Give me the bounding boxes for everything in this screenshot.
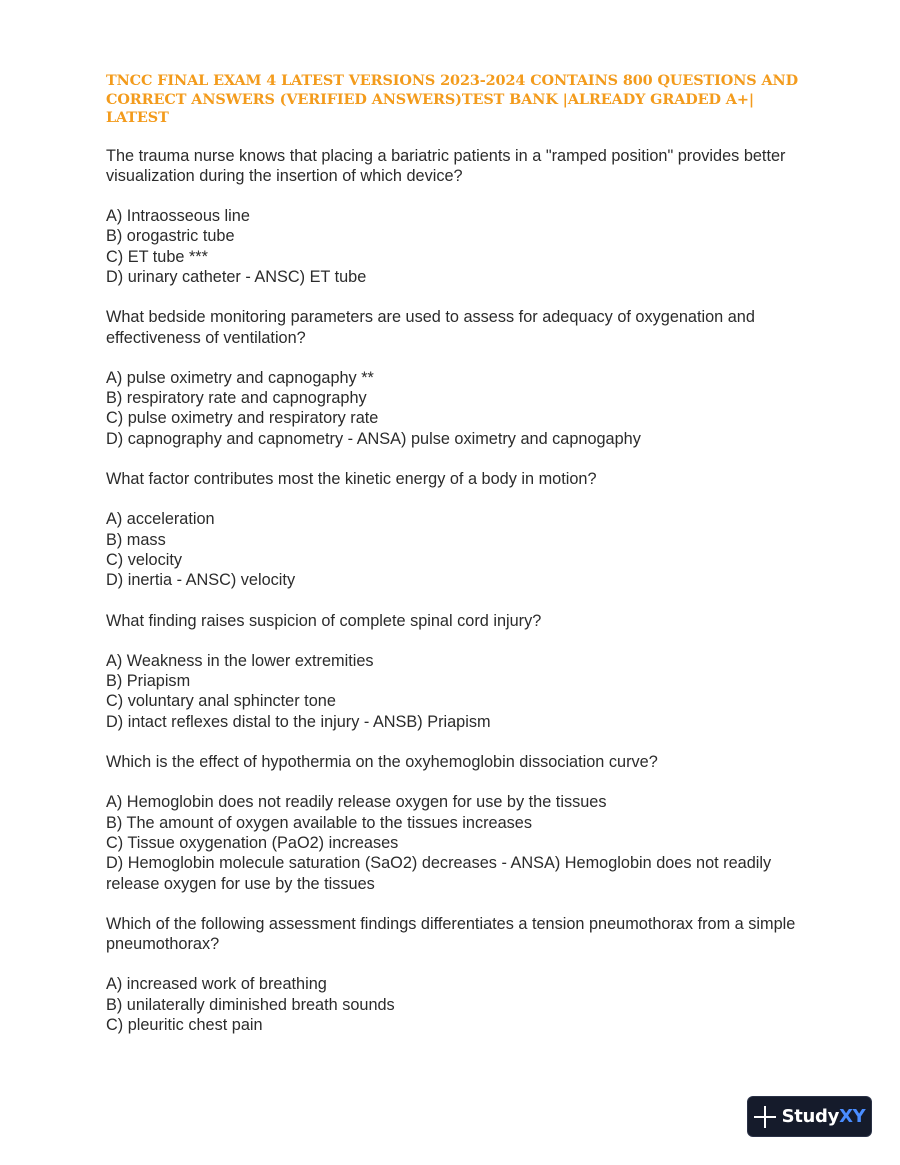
brand-accent: XY [839, 1106, 866, 1127]
question-block-3 [106, 469, 806, 590]
option-d-answer: D) Hemoglobin molecule saturation (SaO2) decreases - ANSA) Hemoglobin does not readily release oxygen for use by the tissues [106, 854, 772, 893]
option-b: B) orogastric tube [106, 227, 235, 246]
option-c: C) pulse oximetry and respiratory rate [106, 409, 379, 428]
document-title: TNCC FINAL EXAM 4 LATEST VERSIONS 2023-2024 CONTAINS 800 QUESTIONS AND CORRECT ANSWERS (VERIFIED ANSWERS)TEST BANK |ALREADY GRADED A+| LATEST [106, 72, 798, 126]
question-block-2 [106, 307, 806, 449]
option-b: B) Priapism [106, 672, 191, 691]
option-d-answer: D) urinary catheter - ANSC) ET tube [106, 267, 367, 286]
option-list [106, 651, 806, 732]
option-a: A) pulse oximetry and capnogaphy ** [106, 368, 374, 387]
option-c: C) velocity [106, 550, 182, 569]
question-text: The trauma nurse knows that placing a bariatric patients in a "ramped position" provides better visualization during the insertion of which device? [106, 146, 786, 185]
studyxy-badge[interactable] [748, 1097, 871, 1136]
option-list [106, 509, 806, 590]
option-c: C) voluntary anal sphincter tone [106, 692, 336, 711]
option-c: C) Tissue oxygenation (PaO2) increases [106, 833, 399, 852]
option-d-answer: D) capnography and capnometry - ANSA) pulse oximetry and capnogaphy [106, 429, 641, 448]
option-list [106, 368, 806, 449]
question-text: What bedside monitoring parameters are used to assess for adequacy of oxygenation and effectiveness of ventilation? [106, 308, 755, 347]
question-block-6 [106, 914, 806, 1035]
document-page [106, 72, 806, 1055]
question-block-1 [106, 146, 806, 288]
option-c: C) ET tube *** [106, 247, 208, 266]
question-text: Which of the following assessment findings differentiates a tension pneumothorax from a simple pneumothorax? [106, 914, 796, 954]
option-a: A) Intraosseous line [106, 207, 250, 226]
option-a: A) Weakness in the lower extremities [106, 651, 374, 670]
option-b: B) unilaterally diminished breath sounds [106, 995, 395, 1014]
option-a: A) Hemoglobin does not readily release oxygen for use by the tissues [106, 793, 607, 812]
option-b: B) mass [106, 530, 166, 549]
question-block-4 [106, 611, 806, 732]
question-block-5 [106, 752, 806, 894]
option-list [106, 792, 806, 893]
option-b: B) respiratory rate and capnography [106, 389, 367, 408]
option-a: A) acceleration [106, 510, 215, 529]
brand-main: Study [781, 1106, 840, 1127]
option-list [106, 974, 806, 1035]
brand-logo-text [782, 1106, 866, 1127]
option-d-answer: D) inertia - ANSC) velocity [106, 571, 296, 590]
question-text: What factor contributes most the kinetic energy of a body in motion? [106, 470, 597, 489]
plus-icon [754, 1106, 776, 1128]
option-a: A) increased work of breathing [106, 975, 327, 994]
question-text: What finding raises suspicion of complete spinal cord injury? [106, 611, 542, 630]
option-c: C) pleuritic chest pain [106, 1016, 263, 1034]
question-text: Which is the effect of hypothermia on the oxyhemoglobin dissociation curve? [106, 753, 658, 772]
option-d-answer: D) intact reflexes distal to the injury - ANSB) Priapism [106, 712, 491, 731]
option-b: B) The amount of oxygen available to the tissues increases [106, 813, 532, 832]
option-list [106, 206, 806, 287]
